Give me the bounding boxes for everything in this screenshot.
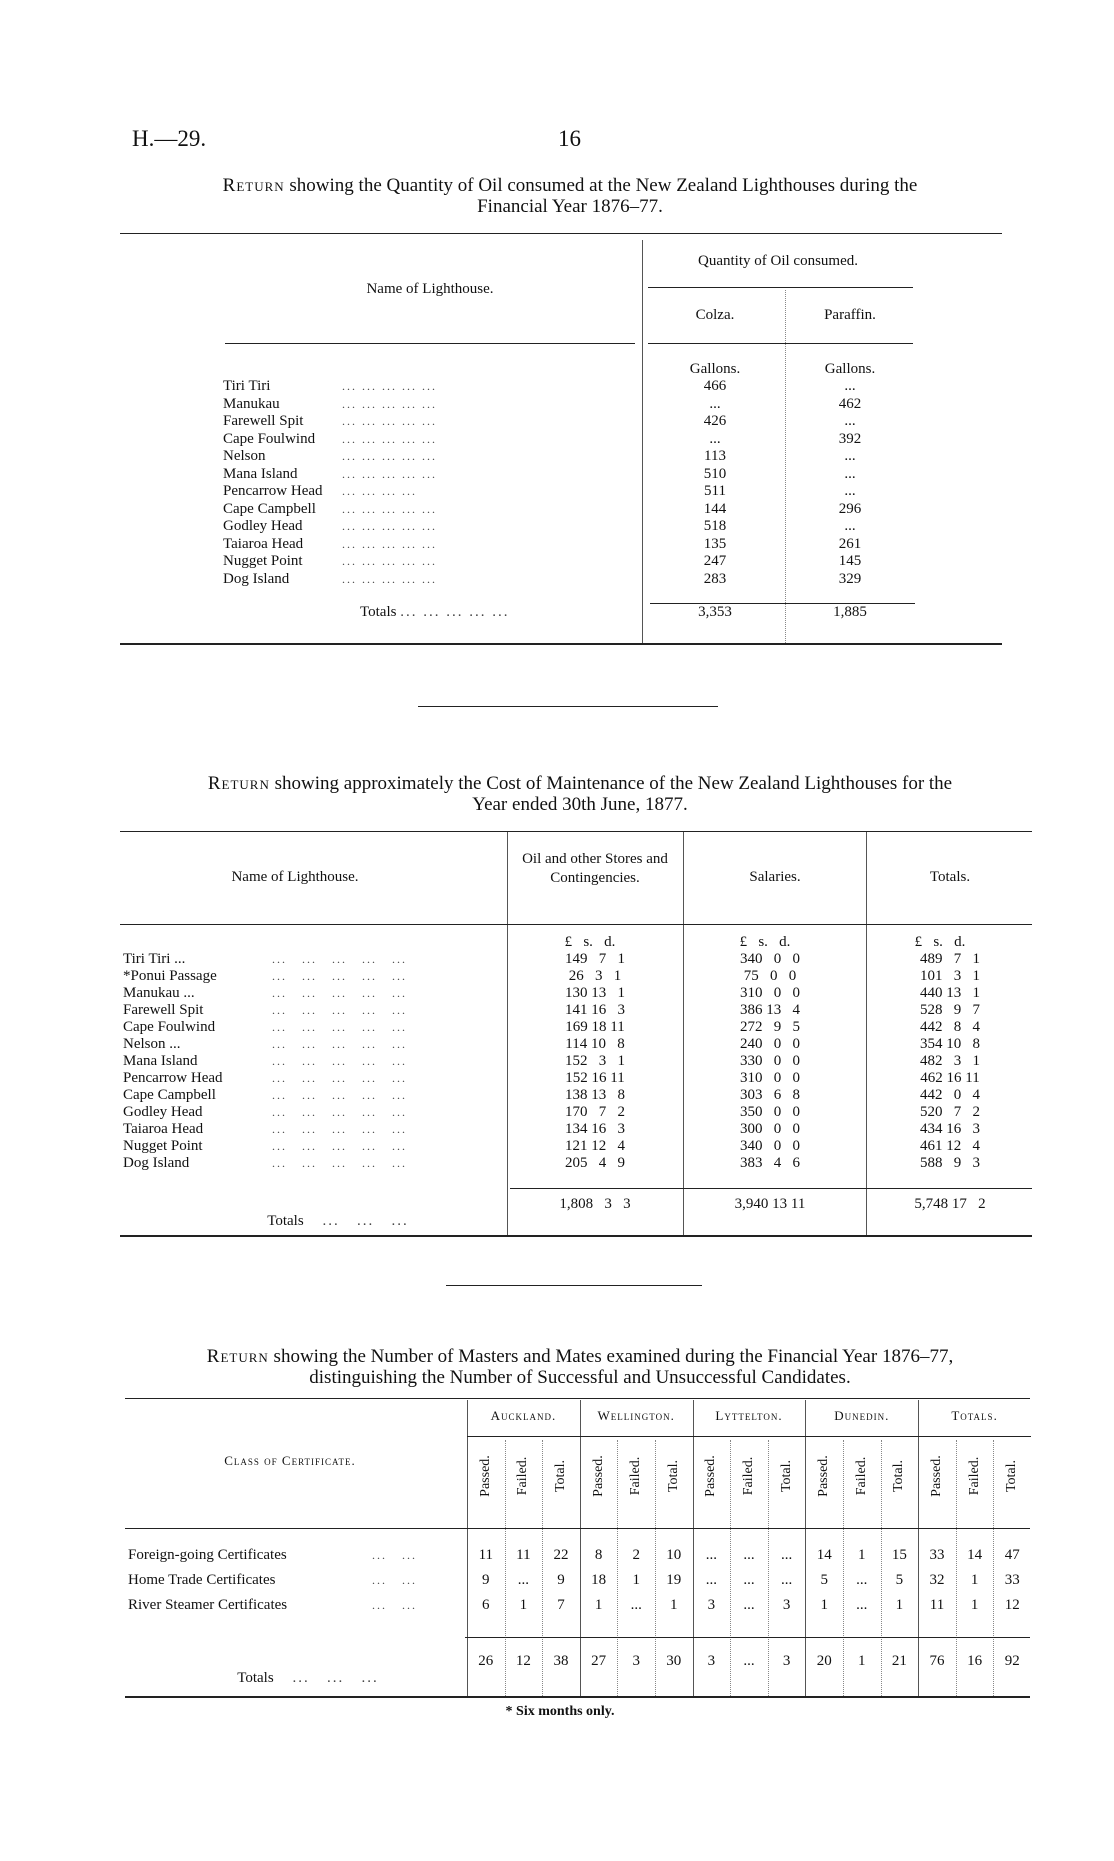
- exam-total-value: 76: [929, 1653, 945, 1669]
- exam-row-value: 1: [895, 1597, 904, 1613]
- cost-row-dots: ... ... ... ... ...: [272, 1020, 407, 1034]
- oil-row-paraffin: 392: [838, 430, 862, 447]
- exam-row-value: 7: [557, 1597, 565, 1613]
- exam-region-label: Lyttelton.: [715, 1408, 783, 1423]
- exam-row-value: 6: [482, 1597, 490, 1613]
- exam-head-rule: [125, 1528, 1030, 1529]
- exam-row-value: 18: [591, 1572, 607, 1588]
- exam-total-value: 27: [591, 1653, 607, 1669]
- cost-row-totals: 489 7 1: [920, 951, 980, 967]
- cost-row-salaries: 340 0 0: [740, 1138, 800, 1154]
- cost-totals-label: Totals ... ... ...: [267, 1213, 409, 1229]
- oil-row-paraffin: 261: [838, 535, 862, 552]
- exam-row-value: 11: [929, 1597, 945, 1613]
- oil-unit-paraffin: Gallons.: [824, 361, 876, 377]
- oil-col-divider: [642, 240, 643, 643]
- cost-row-totals: 482 3 1: [920, 1053, 980, 1069]
- section-divider-2: [446, 1285, 702, 1286]
- oil-row-name: Cape Foulwind: [223, 430, 316, 447]
- cost-row-oil: 26 3 1: [568, 968, 622, 984]
- oil-row-dots: ... ... ... ... ...: [342, 466, 437, 481]
- cost-unit-oil: £ s. d.: [564, 934, 616, 950]
- exam-row-value: ...: [743, 1572, 755, 1588]
- exam-total-value: 38: [553, 1653, 569, 1669]
- exam-row-name: Home Trade Certificates: [128, 1572, 276, 1588]
- cost-col-oil: Oil and other Stores and Contingencies.: [522, 851, 668, 886]
- exam-row-value: 3: [707, 1597, 716, 1613]
- exam-row-name: River Steamer Certificates: [128, 1597, 288, 1613]
- oil-group-rule: [648, 287, 913, 288]
- exam-region-label: Auckland.: [490, 1408, 557, 1423]
- oil-totals-label: Totals ... ... ... ... ...: [360, 604, 510, 620]
- cost-row-dots: ... ... ... ... ...: [272, 1037, 407, 1051]
- cost-row-dots: ... ... ... ... ...: [272, 1156, 407, 1170]
- exam-sub-header: Passed.: [703, 1455, 719, 1497]
- exam-sub-header: Total.: [665, 1459, 681, 1493]
- oil-row-paraffin: ...: [844, 448, 856, 464]
- oil-row-colza: 510: [703, 465, 727, 482]
- cost-row-name: Nugget Point: [123, 1138, 203, 1154]
- cost-row-name: Mana Island: [123, 1053, 198, 1069]
- oil-row-colza: 113: [704, 448, 726, 464]
- oil-row-name: Godley Head: [223, 518, 303, 534]
- cost-total-totals: 5,748 17 2: [914, 1196, 986, 1212]
- exam-top-rule: [125, 1398, 1030, 1399]
- exam-row-value: 22: [553, 1547, 569, 1563]
- cost-col-salaries: Salaries.: [749, 869, 801, 885]
- oil-top-rule: [120, 233, 1002, 234]
- oil-col-paraffin: Paraffin.: [824, 307, 876, 323]
- cost-row-totals: 461 12 4: [920, 1138, 980, 1154]
- exam-row-value: ...: [856, 1572, 868, 1588]
- oil-row-name: Nelson: [223, 448, 266, 464]
- exam-row-dots: ... ...: [372, 1598, 417, 1612]
- cost-row-salaries: 340 0 0: [740, 951, 800, 967]
- exam-row-value: ...: [705, 1572, 718, 1588]
- cost-row-totals: 442 0 4: [920, 1087, 980, 1103]
- cost-head-rule: [120, 924, 1032, 925]
- exam-row-value: 10: [666, 1547, 682, 1563]
- cost-row-salaries: 300 0 0: [740, 1121, 800, 1137]
- exam-row-value: 5: [820, 1572, 828, 1588]
- document-code: H.—29.: [132, 126, 207, 151]
- oil-row-paraffin: ...: [844, 465, 856, 482]
- exam-row-value: 1: [970, 1597, 979, 1613]
- exam-row-value: 2: [632, 1547, 640, 1563]
- exam-row-value: 14: [967, 1547, 983, 1563]
- exam-region-label: Totals.: [951, 1408, 998, 1423]
- exam-row-value: 1: [519, 1597, 528, 1613]
- oil-total-colza: 3,353: [698, 604, 732, 620]
- exam-sub-header: Passed.: [590, 1455, 606, 1497]
- cost-row-totals: 462 16 11: [920, 1070, 980, 1086]
- oil-row-colza: 518: [703, 518, 727, 534]
- cost-totals-rule: [510, 1188, 1032, 1189]
- exam-total-value: 3: [782, 1653, 791, 1669]
- oil-row-paraffin: ...: [844, 518, 856, 534]
- cost-row-name: Tiri Tiri ...: [123, 951, 186, 967]
- cost-row-dots: ... ... ... ... ...: [272, 1088, 407, 1102]
- cost-col-divider-3: [866, 832, 867, 1235]
- exam-total-value: 26: [478, 1653, 494, 1669]
- exam-totals-label: Totals ... ... ...: [237, 1670, 379, 1686]
- cost-row-dots: ... ... ... ... ...: [272, 1139, 407, 1153]
- cost-row-name: Cape Campbell: [123, 1087, 216, 1103]
- cost-row-dots: ... ... ... ... ...: [272, 1054, 407, 1068]
- exam-region-label: Wellington.: [597, 1408, 675, 1423]
- exam-region-rule: [467, 1436, 1031, 1437]
- cost-row-oil: 152 16 11: [565, 1070, 625, 1086]
- exam-row-value: 9: [482, 1572, 490, 1588]
- exam-col-class: Class of Certificate.: [224, 1453, 356, 1468]
- oil-row-paraffin: 145: [838, 553, 862, 569]
- cost-row-salaries: 310 0 0: [740, 985, 800, 1001]
- exam-row-value: 32: [929, 1572, 945, 1588]
- cost-row-dots: ... ... ... ... ...: [272, 952, 407, 966]
- footnote: * Six months only.: [505, 1704, 615, 1719]
- exam-row-value: ...: [743, 1547, 755, 1563]
- exam-bottom-rule: [125, 1696, 1030, 1698]
- exam-total-value: 21: [891, 1653, 907, 1669]
- cost-row-salaries: 383 4 6: [740, 1155, 800, 1171]
- exam-row-dots: ... ...: [372, 1548, 417, 1562]
- cost-row-oil: 130 13 1: [565, 985, 625, 1001]
- cost-row-name: Nelson ...: [123, 1036, 181, 1052]
- cost-row-dots: ... ... ... ... ...: [272, 986, 407, 1000]
- exam-row-name: Foreign-going Certificates: [128, 1547, 287, 1563]
- exam-row-value: ...: [856, 1597, 868, 1613]
- exam-sub-header: Failed.: [628, 1456, 644, 1496]
- oil-row-colza: 466: [703, 378, 727, 394]
- exam-sub-header: Passed.: [929, 1455, 944, 1497]
- exam-row-value: ...: [517, 1572, 530, 1588]
- exam-total-value: 92: [1004, 1653, 1020, 1669]
- oil-bottom-rule: [120, 643, 1002, 645]
- oil-row-dots: ... ... ... ... ...: [342, 536, 437, 551]
- oil-row-name: Taiaroa Head: [223, 535, 304, 552]
- exam-total-value: 16: [967, 1653, 983, 1669]
- oil-row-paraffin: ...: [844, 378, 856, 394]
- cost-row-totals: 588 9 3: [920, 1155, 980, 1171]
- exam-row-value: ...: [743, 1597, 755, 1613]
- oil-row-dots: ... ... ... ... ...: [342, 379, 437, 393]
- oil-col-group: Quantity of Oil consumed.: [698, 253, 858, 269]
- cost-row-salaries: 303 6 8: [740, 1087, 800, 1103]
- exam-total-value: 12: [515, 1653, 531, 1669]
- exam-row-value: ...: [780, 1572, 793, 1588]
- oil-row-paraffin: 462: [838, 395, 862, 412]
- section-divider-1: [418, 706, 718, 707]
- oil-row-dots: ... ... ... ... ...: [342, 396, 437, 411]
- oil-row-name: Mana Island: [223, 465, 298, 482]
- oil-row-name: Pencarrow Head: [223, 483, 323, 499]
- cost-row-oil: 152 3 1: [565, 1053, 625, 1069]
- oil-head-rule-left: [225, 343, 635, 344]
- oil-row-paraffin: ...: [844, 483, 856, 499]
- exam-sub-header: Total.: [1004, 1459, 1020, 1493]
- oil-row-name: Farewell Spit: [223, 413, 304, 429]
- exam-row-value: ...: [630, 1597, 642, 1613]
- exam-total-value: 3: [632, 1653, 640, 1669]
- exam-sub-header: Passed.: [816, 1455, 832, 1497]
- exam-total-value: 1: [858, 1653, 866, 1669]
- cost-row-name: Manukau ...: [123, 985, 195, 1001]
- exam-row-value: 33: [929, 1547, 945, 1563]
- oil-total-paraffin: 1,885: [833, 604, 867, 620]
- oil-unit-colza: Gallons.: [689, 361, 741, 377]
- cost-row-totals: 434 16 3: [920, 1121, 980, 1137]
- cost-row-oil: 169 18 11: [565, 1019, 625, 1035]
- cost-row-oil: 114 10 8: [565, 1036, 625, 1052]
- exam-row-value: 5: [895, 1572, 904, 1588]
- oil-row-name: Cape Campbell: [223, 500, 316, 517]
- oil-col-colza: Colza.: [695, 307, 735, 323]
- oil-row-colza: 283: [703, 570, 727, 587]
- exam-row-dots: ... ...: [372, 1573, 417, 1587]
- oil-row-dots: ... ... ... ... ...: [342, 554, 437, 568]
- oil-row-name: Dog Island: [223, 570, 290, 587]
- exam-row-value: 1: [858, 1547, 866, 1563]
- oil-row-dots: ... ... ... ... ...: [342, 449, 437, 463]
- exam-row-value: 1: [594, 1597, 603, 1613]
- exam-total-value: 30: [666, 1653, 682, 1669]
- exam-row-value: 9: [557, 1572, 565, 1588]
- oil-row-dots: ... ... ... ... ...: [342, 414, 437, 428]
- exam-row-value: 47: [1004, 1547, 1020, 1563]
- cost-top-rule: [120, 831, 1032, 832]
- exam-sub-header: Total.: [778, 1459, 794, 1493]
- oil-row-dots: ... ... ... ... ...: [342, 519, 437, 533]
- oil-row-name: Manukau: [223, 395, 280, 412]
- oil-row-paraffin: 329: [838, 570, 862, 587]
- exam-table-title: Return showing the Number of Masters and Mates examined during the Financial Year 1876–77, distinguishing the Number of Successful and Unsuccessful Candidates.: [206, 1346, 954, 1388]
- oil-row-paraffin: 296: [838, 500, 862, 517]
- oil-row-colza: ...: [709, 395, 721, 412]
- cost-row-salaries: 240 0 0: [740, 1036, 800, 1052]
- cost-row-oil: 134 16 3: [565, 1121, 625, 1137]
- exam-sub-header: Failed.: [853, 1456, 869, 1496]
- exam-row-value: 1: [820, 1597, 828, 1613]
- exam-totals-rule: [465, 1637, 1030, 1638]
- cost-row-name: *Ponui Passage: [123, 968, 217, 984]
- exam-row-value: 11: [478, 1547, 494, 1563]
- exam-sub-header: Total.: [891, 1459, 907, 1493]
- exam-row-value: ...: [705, 1547, 718, 1563]
- cost-row-dots: ... ... ... ... ...: [272, 1122, 407, 1136]
- oil-row-dots: ... ... ... ... ...: [342, 571, 437, 586]
- oil-row-paraffin: ...: [844, 413, 856, 429]
- oil-row-colza: 144: [703, 500, 727, 517]
- cost-row-name: Farewell Spit: [123, 1002, 204, 1018]
- exam-row-value: ...: [780, 1547, 793, 1563]
- oil-row-colza: ...: [709, 430, 721, 447]
- cost-row-totals: 354 10 8: [920, 1036, 980, 1052]
- cost-row-totals: 528 9 7: [920, 1002, 980, 1018]
- cost-row-name: Dog Island: [123, 1155, 190, 1171]
- cost-row-oil: 205 4 9: [565, 1155, 625, 1171]
- oil-table-title: Return showing the Quantity of Oil consumed at the New Zealand Lighthouses during the Financial Year 1876–77.: [222, 175, 918, 217]
- oil-row-dots: ... ... ... ... ...: [342, 501, 437, 516]
- cost-row-name: Pencarrow Head: [123, 1070, 223, 1086]
- exam-sub-header: Total.: [553, 1459, 568, 1493]
- cost-row-oil: 138 13 8: [565, 1087, 625, 1103]
- exam-row-value: 14: [816, 1547, 832, 1563]
- exam-sub-header: Failed.: [966, 1456, 982, 1496]
- cost-row-oil: 141 16 3: [565, 1002, 625, 1018]
- cost-row-salaries: 330 0 0: [740, 1053, 800, 1069]
- exam-total-value: ...: [743, 1653, 755, 1669]
- cost-row-oil: 121 12 4: [565, 1138, 625, 1154]
- oil-row-colza: 135: [703, 535, 727, 552]
- oil-row-colza: 247: [703, 553, 727, 569]
- cost-col-divider-1: [507, 832, 508, 1235]
- cost-row-name: Cape Foulwind: [123, 1019, 216, 1035]
- cost-row-totals: 440 13 1: [920, 985, 980, 1001]
- cost-row-salaries: 75 0 0: [743, 968, 797, 984]
- cost-col-divider-2: [683, 832, 684, 1235]
- exam-sub-header: Failed.: [741, 1456, 756, 1496]
- page-number: 16: [558, 126, 581, 151]
- exam-total-value: 3: [707, 1653, 716, 1669]
- oil-head-rule-right: [648, 343, 913, 344]
- cost-row-salaries: 272 9 5: [740, 1019, 800, 1035]
- exam-row-value: 1: [670, 1597, 678, 1613]
- exam-total-value: 20: [816, 1653, 832, 1669]
- cost-table-title: Return showing approximately the Cost of Maintenance of the New Zealand Lighthouses for the Year ended 30th June, 1877.: [207, 773, 953, 815]
- cost-unit-totals: £ s. d.: [914, 934, 966, 950]
- oil-row-name: Nugget Point: [223, 553, 303, 569]
- cost-row-salaries: 350 0 0: [740, 1104, 800, 1120]
- exam-row-value: 1: [970, 1572, 979, 1588]
- exam-row-value: 33: [1004, 1572, 1020, 1588]
- cost-row-salaries: 310 0 0: [740, 1070, 800, 1086]
- cost-bottom-rule: [120, 1235, 1032, 1237]
- cost-row-totals: 520 7 2: [920, 1104, 980, 1120]
- oil-row-name: Tiri Tiri: [223, 378, 271, 394]
- cost-total-salaries: 3,940 13 11: [734, 1196, 806, 1212]
- exam-sub-header: Passed.: [477, 1455, 493, 1497]
- exam-row-value: 19: [666, 1572, 682, 1588]
- cost-row-oil: 170 7 2: [565, 1104, 625, 1120]
- cost-row-dots: ... ... ... ... ...: [272, 1105, 407, 1119]
- exam-sub-header: Failed.: [515, 1456, 531, 1496]
- exam-row-value: 3: [782, 1597, 791, 1613]
- cost-row-dots: ... ... ... ... ...: [272, 1003, 407, 1017]
- exam-row-value: 11: [516, 1547, 531, 1563]
- oil-row-colza: 426: [703, 413, 727, 429]
- exam-row-value: 1: [632, 1572, 640, 1588]
- exam-row-value: 12: [1004, 1597, 1020, 1613]
- exam-row-value: 8: [594, 1547, 603, 1563]
- cost-col-name: Name of Lighthouse.: [231, 869, 359, 885]
- oil-row-dots: ... ... ... ...: [342, 484, 417, 498]
- cost-col-totals: Totals.: [929, 869, 971, 885]
- cost-row-name: Godley Head: [123, 1104, 203, 1120]
- oil-row-dots: ... ... ... ... ...: [342, 431, 437, 446]
- cost-unit-salaries: £ s. d.: [739, 934, 791, 950]
- cost-row-dots: ... ... ... ... ...: [272, 969, 407, 983]
- exam-region-label: Dunedin.: [834, 1408, 890, 1423]
- oil-col-name: Name of Lighthouse.: [366, 281, 494, 297]
- cost-row-totals: 442 8 4: [920, 1019, 980, 1035]
- exam-row-value: 15: [891, 1547, 907, 1563]
- cost-row-oil: 149 7 1: [565, 951, 625, 967]
- cost-row-salaries: 386 13 4: [740, 1002, 800, 1018]
- cost-total-oil: 1,808 3 3: [559, 1196, 631, 1212]
- oil-row-colza: 511: [704, 483, 726, 499]
- cost-row-name: Taiaroa Head: [123, 1121, 204, 1137]
- cost-row-dots: ... ... ... ... ...: [272, 1071, 407, 1085]
- cost-row-totals: 101 3 1: [920, 968, 980, 984]
